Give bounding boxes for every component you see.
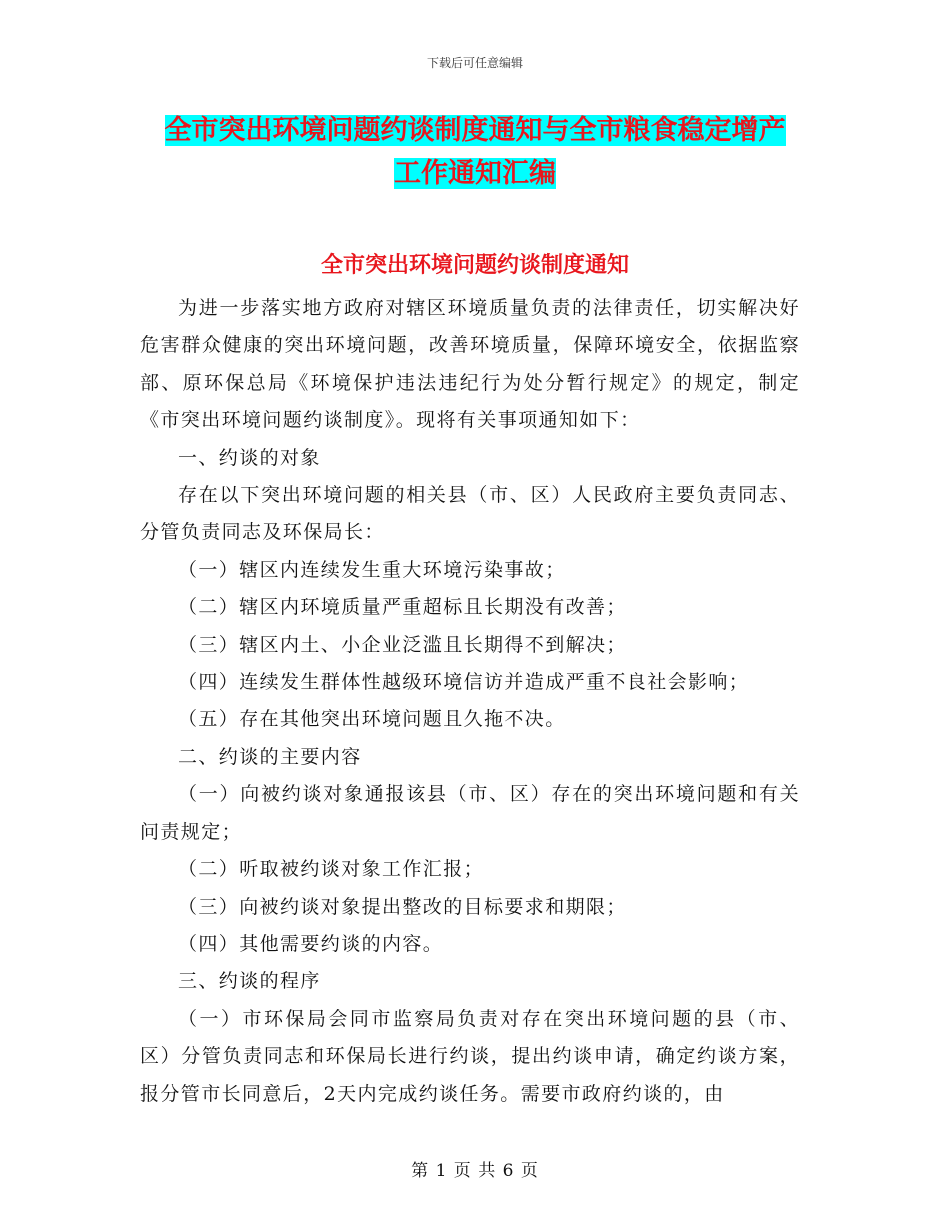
list-item: （四）连续发生群体性越级环境信访并造成严重不良社会影响； (178, 671, 750, 694)
list-item: （三）辖区内土、小企业泛滥且长期得不到解决； (178, 633, 627, 656)
list-item: （一）市环保局会同市监察局负责对存在突出环境问题的县（市、区）分管负责同志和环保局长进行约谈，提出约谈申请，确定约谈方案，报分管市长同意后，2天内完成约谈任务。需要市政府约谈的，由 (140, 1007, 800, 1105)
list-item: （三）向被约谈对象提出整改的目标要求和期限； (178, 895, 627, 918)
list-item: （五）存在其他突出环境问题且久拖不决。 (178, 708, 566, 731)
heading-2: 二、约谈的主要内容 (178, 745, 362, 768)
list-item: （二）辖区内环境质量严重超标且长期没有改善； (178, 596, 627, 619)
paragraph-intro: 为进一步落实地方政府对辖区环境质量负责的法律责任，切实解决好危害群众健康的突出环境问题，改善环境质量，保障环境安全，依据监察部、原环保总局《环境保护违法违纪行为处分暂行规定》的规定，制定《市突出环境问题约谈制度》。现将有关事项通知如下： (140, 297, 800, 432)
paragraph: 存在以下突出环境问题的相关县（市、区）人民政府主要负责同志、分管负责同志及环保局长： (140, 484, 800, 544)
list-item: （一）向被约谈对象通报该县（市、区）存在的突出环境问题和有关问责规定； (140, 783, 800, 843)
list-item: （一）辖区内连续发生重大环境污染事故； (178, 558, 566, 581)
document-title-line-1: 全市突出环境问题约谈制度通知与全市粮食稳定增产 (164, 115, 786, 146)
section-title: 全市突出环境问题约谈制度通知 (320, 253, 629, 278)
heading-3: 三、约谈的程序 (178, 970, 321, 993)
list-item: （二）听取被约谈对象工作汇报； (178, 858, 485, 881)
document-title-line-2: 工作通知汇编 (394, 158, 556, 189)
page-footer: 第 1 页 共 6 页 (411, 1161, 539, 1181)
heading-1: 一、约谈的对象 (178, 446, 321, 469)
list-item: （四）其他需要约谈的内容。 (178, 932, 444, 955)
header-note: 下载后可任意编辑 (426, 56, 523, 70)
document-body (140, 290, 800, 1113)
